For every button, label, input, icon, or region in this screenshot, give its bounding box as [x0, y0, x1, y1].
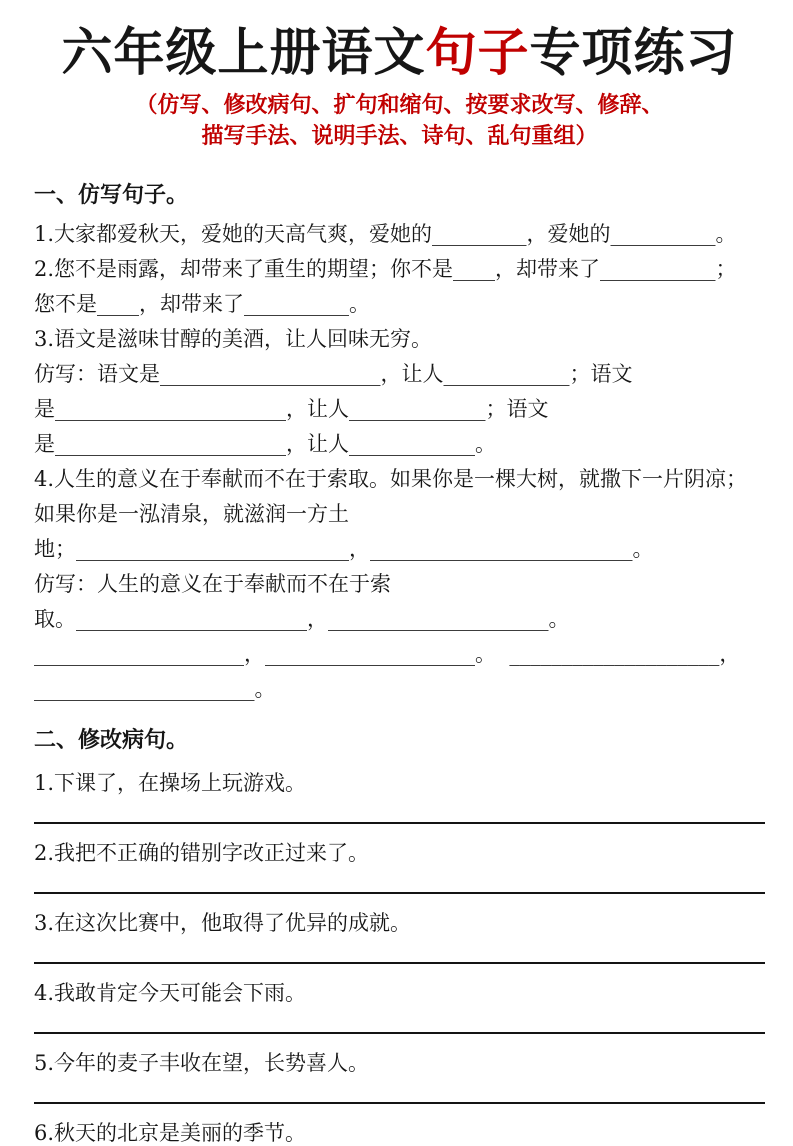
answer-blank-line	[34, 822, 765, 824]
exercise-line: 如果你是一泓清泉，就滋润一方土	[34, 502, 349, 527]
exercise-text: 3.在这次比赛中，他取得了优异的成就。	[34, 911, 412, 936]
page-title	[34, 20, 765, 86]
exercise-text: 6.秋天的北京是美丽的季节。	[34, 1121, 307, 1146]
exercise-line: 3.语文是滋味甘醇的美酒，让人回味无穷。	[34, 327, 433, 352]
exercise-item	[34, 980, 765, 1034]
exercise-line: 仿写：语文是_____________________，让人____________；语文	[34, 362, 633, 387]
exercise-line: 是______________________，让人____________。	[34, 432, 496, 457]
exercise-item	[34, 840, 765, 894]
exercise-line: 地；__________________________，_________________________。	[34, 537, 654, 562]
answer-blank-line	[34, 962, 765, 964]
exercise-item	[34, 1120, 765, 1146]
title-prefix: 六年级上册语文	[61, 23, 426, 83]
subtitle-line-2: 描写手法、说明手法、诗句、乱句重组）	[201, 123, 598, 150]
exercise-text: 4.我敢肯定今天可能会下雨。	[34, 981, 307, 1006]
exercise-line: _____________________。	[34, 677, 276, 702]
answer-blank-line	[34, 1102, 765, 1104]
section-fix-sentences	[34, 723, 765, 1146]
title-highlight: 句子	[425, 23, 530, 83]
exercise-item	[34, 1050, 765, 1104]
answer-blank-line	[34, 892, 765, 894]
subtitle-line-1: （仿写、修改病句、扩句和缩句、按要求改写、修辞、	[135, 92, 664, 119]
exercise-text: 2.我把不正确的错别字改正过来了。	[34, 841, 370, 866]
exercise-line: 您不是____，却带来了__________。	[34, 292, 370, 317]
exercise-line: 取。______________________，_____________________。	[34, 607, 570, 632]
section-1-heading: 一、仿写句子。	[34, 182, 189, 209]
subtitle	[34, 90, 765, 152]
title-suffix: 专项练习	[529, 23, 738, 83]
exercise-item	[34, 910, 765, 964]
section-2-heading: 二、修改病句。	[34, 727, 189, 754]
exercise-line: 4.人生的意义在于奉献而不在于索取。如果你是一棵大树，就撒下一片阴凉；	[34, 467, 748, 492]
exercise-line: 仿写：人生的意义在于奉献而不在于索	[34, 572, 391, 597]
section-imitate-sentences	[34, 178, 765, 707]
exercise-line: ____________________，____________________。 ____________________，	[34, 642, 741, 667]
exercise-text: 1.下课了，在操场上玩游戏。	[34, 771, 307, 796]
exercise-line: 1.大家都爱秋天，爱她的天高气爽，爱她的_________，爱她的__________。	[34, 222, 737, 247]
answer-blank-line	[34, 1032, 765, 1034]
exercise-line: 是______________________，让人_____________；语文	[34, 397, 549, 422]
exercise-line: 2.您不是雨露，却带来了重生的期望；你不是____，却带来了___________；	[34, 257, 737, 282]
exercise-item	[34, 770, 765, 824]
exercise-text: 5.今年的麦子丰收在望，长势喜人。	[34, 1051, 370, 1076]
